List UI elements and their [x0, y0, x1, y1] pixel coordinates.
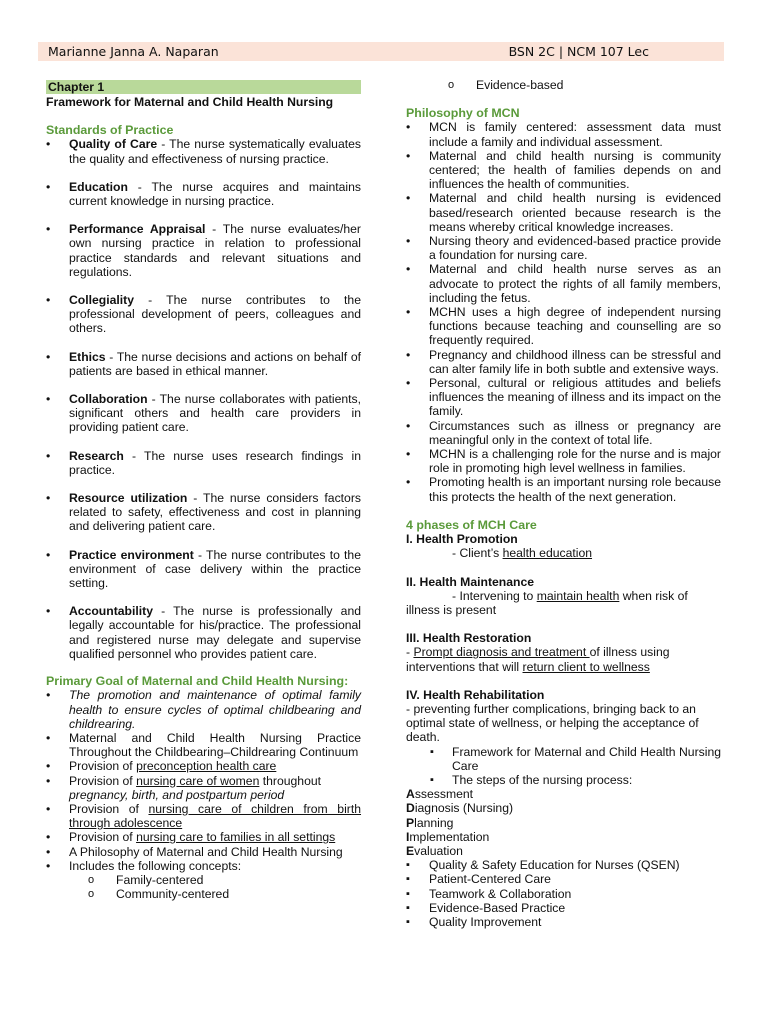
phase-1-text: - Client’s health education [452, 546, 593, 561]
philosophy-item: • Personal, cultural or religious attitudes and beliefs influences the meaning of illness and its impact on the family. [406, 376, 721, 419]
standard-item: • Performance Appraisal - The nurse evaluates/her own nursing practice in relation to professional practice standards and relevant situations and regulations. [46, 222, 361, 279]
concept-item: o Community-centered [46, 887, 361, 901]
qsen-item: ▪ Quality Improvement [406, 915, 721, 929]
goal-item: • Provision of nursing care of women throughout pregnancy, birth, and postpartum period [46, 774, 361, 802]
goal-heading: Primary Goal of Maternal and Child Health Nursing: [46, 674, 349, 689]
phase-4-title: IV. Health Rehabilitation [406, 687, 545, 702]
goal-item: • Provision of nursing care of children from birth through adolescence [46, 802, 361, 830]
framework-item: ▪ The steps of the nursing process: [406, 773, 721, 787]
standard-item: • Quality of Care - The nurse systematically evaluates the quality and effectiveness of nursing practice. [46, 137, 361, 165]
standard-item: • Collaboration - The nurse collaborates with patients, significant others and health care providers in providing patient care. [46, 392, 361, 435]
student-name: Marianne Janna A. Naparan [48, 44, 219, 59]
right-column [406, 78, 721, 929]
standard-item: • Research - The nurse uses research findings in practice. [46, 449, 361, 477]
philosophy-item: • Maternal and child health nurse serves as an advocate to protect the rights of all family members, including the fetus. [406, 262, 721, 305]
goal-item: • The promotion and maintenance of optimal family health to ensure cycles of optimal childbearing and childrearing. [46, 688, 361, 731]
goal-list [46, 688, 361, 901]
step-item: Planning [406, 815, 454, 830]
phase-4-text: - preventing further complications, bringing back to an optimal state of wellness, or helping the acceptance of death. [406, 701, 699, 745]
qsen-item: ▪ Evidence-Based Practice [406, 901, 721, 915]
philosophy-item: • MCN is family centered: assessment data must include a family and individual assessment. [406, 120, 721, 148]
qsen-item: ▪ Patient-Centered Care [406, 872, 721, 886]
philosophy-item: • MCHN uses a high degree of independent nursing functions because teaching and counselling are so frequently required. [406, 305, 721, 348]
standards-list [46, 137, 361, 661]
phase-3-title: III. Health Restoration [406, 631, 532, 646]
step-item: Implementation [406, 829, 490, 844]
framework-item: ▪ Framework for Maternal and Child Health Nursing Care [406, 745, 721, 773]
phase-2-text: - Intervening to maintain health when risk of illness is present [406, 588, 688, 617]
philosophy-item: • Promoting health is an important nursing role because this protects the health of the next generation. [406, 475, 721, 503]
course-code: BSN 2C | NCM 107 Lec [508, 44, 649, 59]
phase-1-title: I. Health Promotion [406, 532, 518, 547]
standard-item: • Practice environment - The nurse contributes to the environment of case delivery within the practice setting. [46, 548, 361, 591]
phases-heading: 4 phases of MCH Care [406, 517, 537, 532]
goal-item: • Provision of nursing care to families in all settings [46, 830, 361, 844]
philosophy-list [406, 120, 721, 503]
philosophy-item: • Maternal and child health nursing is community centered; the health of families depends on and influences the health of communities. [406, 149, 721, 192]
philosophy-item: • Pregnancy and childhood illness can be stressful and can alter family life in both subtle and extensive ways. [406, 348, 721, 376]
step-item: Assessment [406, 787, 474, 802]
chapter-label: Chapter 1 [46, 80, 361, 94]
goal-item: • A Philosophy of Maternal and Child Health Nursing [46, 845, 361, 859]
philosophy-item: • Circumstances such as illness or pregnancy are meaningful only in the context of total life. [406, 419, 721, 447]
nursing-steps [406, 787, 721, 858]
philosophy-item: • Maternal and child health nursing is evidenced based/research oriented because research is the means whereby critical knowledge increases. [406, 191, 721, 234]
qsen-list [406, 858, 721, 929]
page-header [38, 42, 724, 61]
philosophy-heading: Philosophy of MCN [406, 106, 520, 121]
step-item: Diagnosis (Nursing) [406, 801, 514, 816]
framework-list [406, 745, 721, 788]
phase-3-text: - Prompt diagnosis and treatment of illness using interventions that will return client to wellness [406, 645, 670, 674]
qsen-item: ▪ Teamwork & Collaboration [406, 887, 721, 901]
philosophy-item: • Nursing theory and evidenced-based practice provide a foundation for nursing care. [406, 234, 721, 262]
concept-item: o Family-centered [46, 873, 361, 887]
standard-item: • Accountability - The nurse is professionally and legally accountable for his/practice. The professional and registered nurse may delegate and supervise qualified personnel who provides patient care. [46, 604, 361, 661]
qsen-item: ▪ Quality & Safety Education for Nurses (QSEN) [406, 858, 721, 872]
standard-item: • Collegiality - The nurse contributes to the professional development of peers, colleagues and others. [46, 293, 361, 336]
concept-item: o Evidence-based [406, 78, 721, 92]
standards-heading: Standards of Practice [46, 123, 174, 138]
left-column [46, 78, 361, 901]
standard-item: • Resource utilization - The nurse considers factors related to safety, effectiveness and cost in planning and delivering patient care. [46, 491, 361, 534]
step-item: Evaluation [406, 843, 463, 858]
goal-item: • Maternal and Child Health Nursing Practice Throughout the Childbearing–Childrearing Continuum [46, 731, 361, 759]
standard-item: • Education - The nurse acquires and maintains current knowledge in nursing practice. [46, 180, 361, 208]
standard-item: • Ethics - The nurse decisions and actions on behalf of patients are based in ethical manner. [46, 350, 361, 378]
goal-item: • Provision of preconception health care [46, 759, 361, 773]
goal-item: • Includes the following concepts: [46, 859, 361, 873]
philosophy-item: • MCHN is a challenging role for the nurse and is major role in promoting high level wellness in families. [406, 447, 721, 475]
chapter-title: Framework for Maternal and Child Health Nursing [46, 95, 334, 109]
concept-continued-list [406, 78, 721, 92]
phase-2-title: II. Health Maintenance [406, 574, 534, 589]
